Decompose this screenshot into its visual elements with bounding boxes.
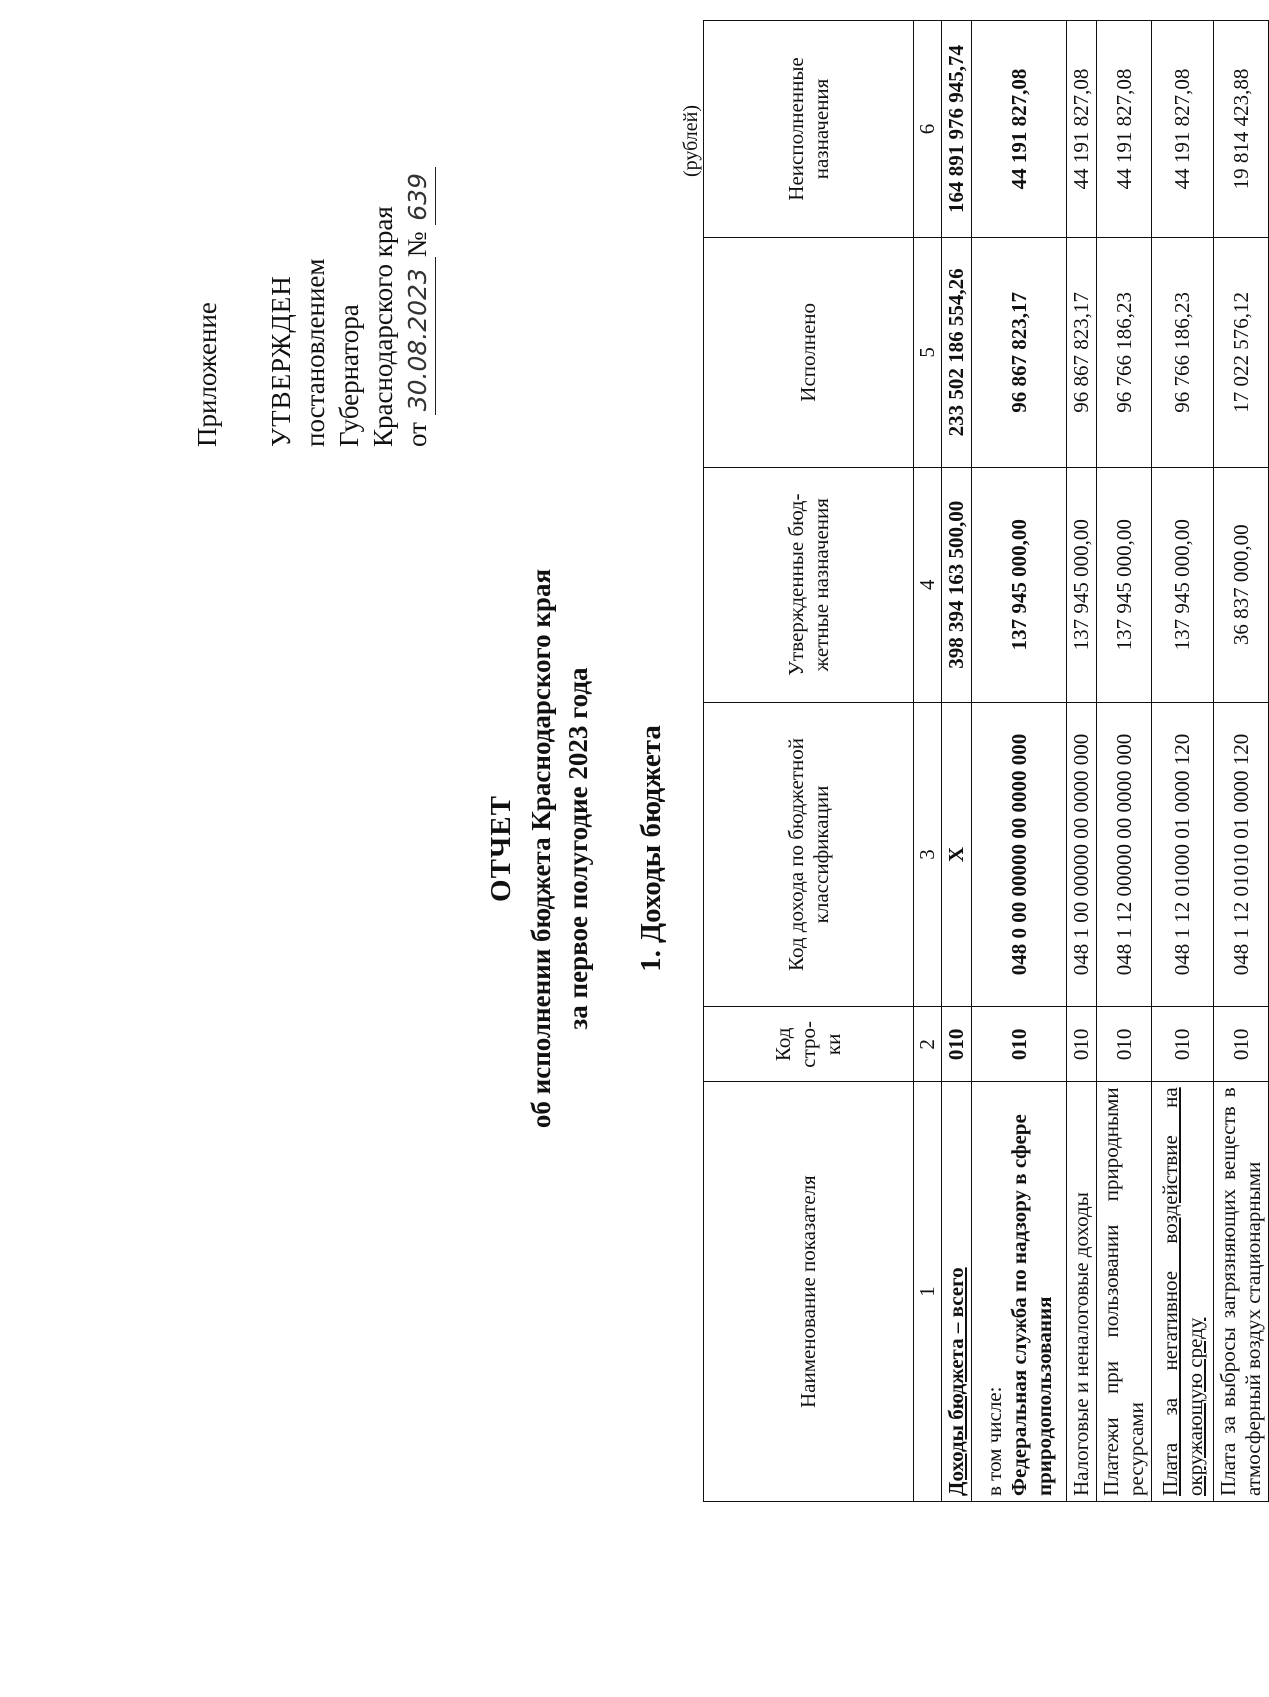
row-classification: 048 1 12 01010 01 0000 120 bbox=[1214, 702, 1269, 1007]
header-unexecuted: Неисполненные назначения bbox=[704, 21, 914, 238]
table-row bbox=[1152, 21, 1214, 1502]
row-approved: 36 837 000,00 bbox=[1214, 467, 1269, 702]
row-classification: 048 0 00 00000 00 0000 000 bbox=[972, 702, 1067, 1007]
header-executed: Исполнено bbox=[704, 237, 914, 467]
table-row bbox=[1097, 21, 1152, 1502]
row-executed: 96 867 823,17 bbox=[1067, 237, 1097, 467]
row-name: Плата за негативное воздействие на окружающую среду bbox=[1152, 1082, 1214, 1502]
column-numbers-row bbox=[914, 21, 942, 1502]
approval-number: 639 bbox=[401, 167, 436, 225]
row-classification: 048 1 12 01000 01 0000 120 bbox=[1152, 702, 1214, 1007]
from-label: от bbox=[402, 422, 432, 447]
row-approved: 137 945 000,00 bbox=[1067, 467, 1097, 702]
approval-date: 30.08.2023 bbox=[401, 257, 436, 415]
number-label: № bbox=[402, 231, 432, 258]
approved-label: УТВЕРЖДЕН bbox=[266, 275, 296, 447]
row-approved: 137 945 000,00 bbox=[1097, 467, 1152, 702]
approval-line-3: Краснодарского края bbox=[368, 206, 398, 447]
approval-line-2: Губернатора bbox=[334, 304, 364, 447]
table-row bbox=[942, 21, 972, 1502]
row-executed: 96 766 186,23 bbox=[1097, 237, 1152, 467]
report-subtitle-1: об исполнении бюджета Краснодарского края bbox=[526, 568, 556, 1129]
row-executed: 96 766 186,23 bbox=[1152, 237, 1214, 467]
row-approved: 137 945 000,00 bbox=[1152, 467, 1214, 702]
column-number: 5 bbox=[914, 237, 942, 467]
row-unexecuted: 44 191 827,08 bbox=[1097, 21, 1152, 238]
row-executed: 17 022 576,12 bbox=[1214, 237, 1269, 467]
row-unexecuted: 44 191 827,08 bbox=[1152, 21, 1214, 238]
report-title: ОТЧЕТ bbox=[485, 795, 517, 902]
column-number: 3 bbox=[914, 702, 942, 1007]
section-title: 1. Доходы бюджета bbox=[635, 725, 667, 972]
appendix-label: Приложение bbox=[192, 302, 222, 447]
row-prefix: в том числе: bbox=[981, 1386, 1006, 1496]
table-row bbox=[1067, 21, 1097, 1502]
row-unexecuted: 44 191 827,08 bbox=[972, 21, 1067, 238]
row-name: Доходы бюджета – всего bbox=[942, 1082, 972, 1502]
row-classification: 048 1 12 00000 00 0000 000 bbox=[1097, 702, 1152, 1007]
column-number: 4 bbox=[914, 467, 942, 702]
row-name: Налоговые и неналоговые доходы bbox=[1067, 1082, 1097, 1502]
row-unexecuted: 164 891 976 945,74 bbox=[942, 21, 972, 238]
row-code: 010 bbox=[942, 1007, 972, 1082]
row-executed: 233 502 186 554,26 bbox=[942, 237, 972, 467]
table-row bbox=[972, 21, 1067, 1502]
row-classification: X bbox=[942, 702, 972, 1007]
row-approved: 398 394 163 500,00 bbox=[942, 467, 972, 702]
row-approved: 137 945 000,00 bbox=[972, 467, 1067, 702]
header-line-code: Код стро- ки bbox=[704, 1007, 914, 1082]
row-code: 010 bbox=[1067, 1007, 1097, 1082]
column-number: 6 bbox=[914, 21, 942, 238]
revenue-table bbox=[703, 20, 1269, 1502]
row-executed: 96 867 823,17 bbox=[972, 237, 1067, 467]
row-name: Платежи при пользовании природными ресурсами bbox=[1097, 1082, 1152, 1502]
approval-line-1: постановлением bbox=[300, 258, 330, 447]
table-header-row bbox=[704, 21, 914, 1502]
row-unexecuted: 19 814 423,88 bbox=[1214, 21, 1269, 238]
header-approved: Утвержденные бюд- жетные назначения bbox=[704, 467, 914, 702]
row-unexecuted: 44 191 827,08 bbox=[1067, 21, 1097, 238]
units-label: (рублей) bbox=[680, 104, 702, 177]
row-code: 010 bbox=[972, 1007, 1067, 1082]
column-number: 1 bbox=[914, 1082, 942, 1502]
row-code: 010 bbox=[1152, 1007, 1214, 1082]
approval-date-line bbox=[400, 167, 436, 447]
row-code: 010 bbox=[1097, 1007, 1152, 1082]
approval-stamp bbox=[190, 167, 436, 447]
column-number: 2 bbox=[914, 1007, 942, 1082]
header-indicator-name: Наименование показателя bbox=[704, 1082, 914, 1502]
report-subtitle-2: за первое полугодие 2023 года bbox=[563, 667, 593, 1030]
row-classification: 048 1 00 00000 00 0000 000 bbox=[1067, 702, 1097, 1007]
row-code: 010 bbox=[1214, 1007, 1269, 1082]
header-classification-code: Код дохода по бюджетной классификации bbox=[704, 702, 914, 1007]
table-row bbox=[1214, 21, 1269, 1502]
row-name: в том числе: Федеральная служба по надзору в сфере природопользования bbox=[972, 1082, 1067, 1502]
row-name: Плата за выбросы загрязняющих веществ в атмосферный воздух стационарными bbox=[1214, 1082, 1269, 1502]
